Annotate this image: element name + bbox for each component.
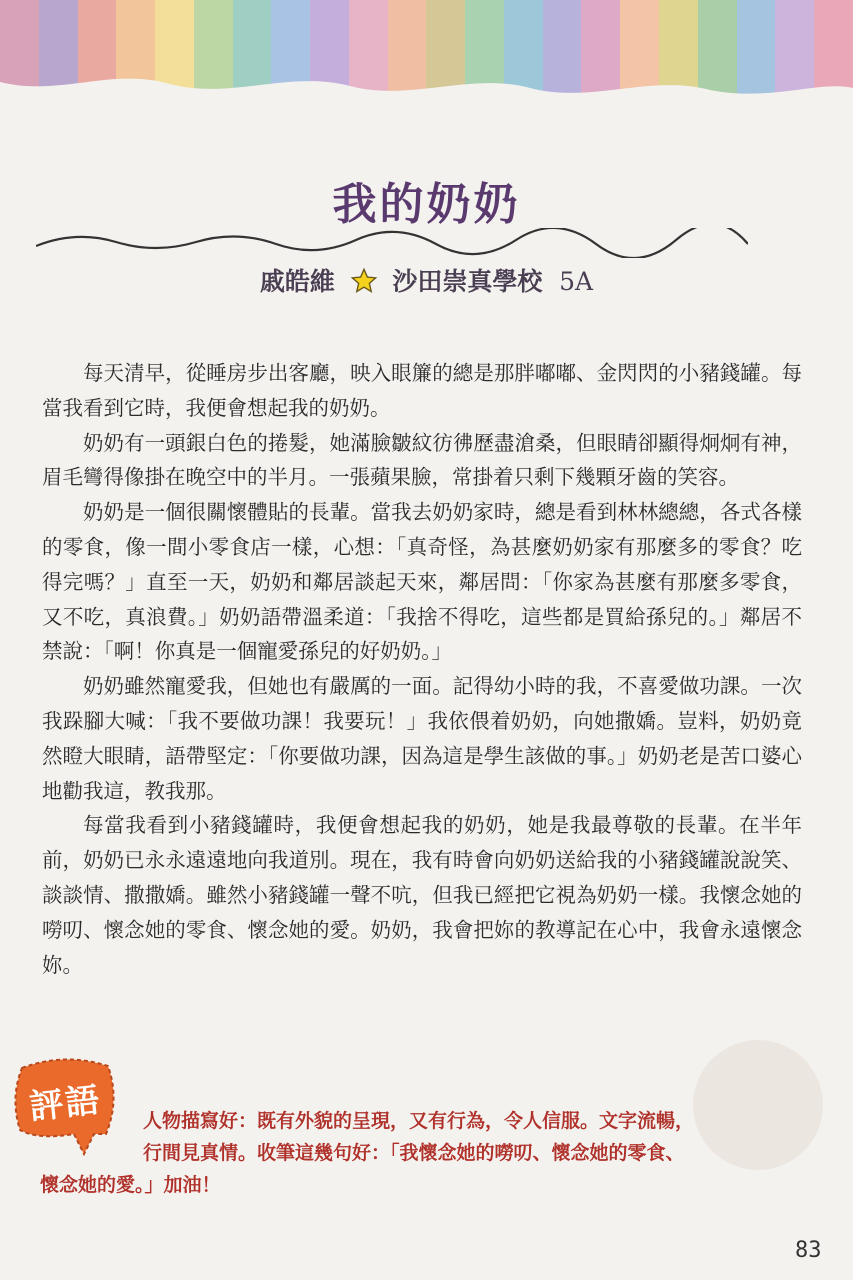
- paragraph: 奶奶雖然寵愛我，但她也有嚴厲的一面。記得幼小時的我，不喜愛做功課。一次我跺腳大喊：「我不要做功課！我要玩！」我依偎着奶奶，向她撒嬌。豈料，奶奶竟然瞪大眼睛，語帶堅定：「你要做功課，因為這是學生該做的事。」奶奶老是苦口婆心地勸我這，教我那。: [42, 674, 802, 803]
- comment-badge-label: 評語: [27, 1080, 104, 1128]
- school-name: 沙田崇真學校: [392, 267, 543, 296]
- class-name: 5A: [559, 267, 594, 296]
- paragraph: 奶奶有一頭銀白色的捲髮，她滿臉皺紋彷彿歷盡滄桑，但眼睛卻顯得炯炯有神，眉毛彎得像掛在晚空中的半月。一張蘋果臉，常掛着只剩下幾顆牙齒的笑容。: [42, 430, 802, 490]
- teacher-comment: [40, 1105, 800, 1201]
- paragraph: 奶奶是一個很關懷體貼的長輩。當我去奶奶家時，總是看到林林總總，各式各樣的零食，像一間小零食店一樣，心想：「真奇怪，為甚麼奶奶家有那麼多的零食？吃得完嗎？」直至一天，奶奶和鄰居談起天來，鄰居問：「你家為甚麼有那麼多零食，又不吃，真浪費。」奶奶語帶溫柔道：「我捨不得吃，這些都是買給孫兒的。」鄰居不禁說：「啊！你真是一個寵愛孫兒的好奶奶。」: [42, 500, 802, 664]
- article-body: [42, 356, 802, 982]
- comment-line: 人物描寫好：既有外貌的呈現，又有行為，令人信服。文字流暢，: [143, 1110, 695, 1132]
- byline: [0, 262, 853, 301]
- article-title: 我的奶奶: [332, 179, 521, 230]
- wavy-divider: [36, 228, 748, 258]
- star-icon: [350, 267, 378, 301]
- author-name: 戚皓維: [259, 267, 335, 296]
- paragraph: 每當我看到小豬錢罐時，我便會想起我的奶奶，她是我最尊敬的長輩。在半年前，奶奶已永永遠遠地向我道別。現在，我有時會向奶奶送給我的小豬錢罐說說笑、談談情、撒撒嬌。雖然小豬錢罐一聲不吭，但我已經把它視為奶奶一樣。我懷念她的嘮叨、懷念她的零食、懷念她的愛。奶奶，我會把妳的教導記在心中，我會永遠懷念妳。: [42, 813, 802, 977]
- comment-line: 懷念她的愛。」加油！: [40, 1174, 221, 1196]
- torn-paper-edge: [0, 62, 853, 107]
- paragraph: 每天清早，從睡房步出客廳，映入眼簾的總是那胖嘟嘟、金閃閃的小豬錢罐。每當我看到它時，我便會想起我的奶奶。: [42, 361, 802, 420]
- comment-line: 行間見真情。收筆這幾句好：「我懷念她的嘮叨、懷念她的零食、: [143, 1142, 685, 1164]
- page-number: 83: [795, 1238, 822, 1263]
